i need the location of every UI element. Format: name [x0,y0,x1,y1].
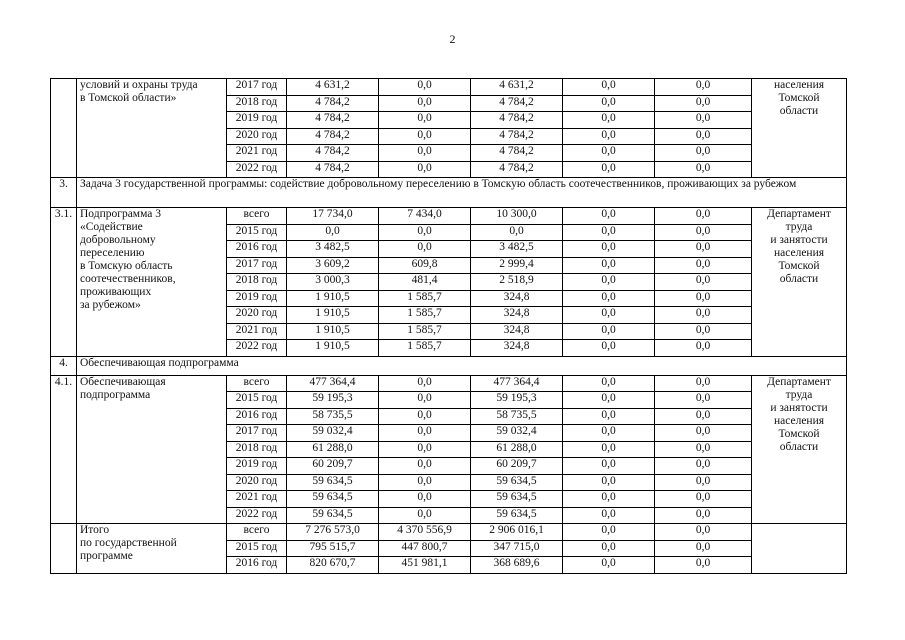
table-row [51,524,847,541]
local-value: 0,0 [563,112,655,129]
federal-value: 0,0 [379,128,471,145]
federal-value: 0,0 [379,392,471,409]
local-value: 0,0 [563,307,655,324]
federal-value: 0,0 [379,79,471,96]
row-number: 4. [51,356,77,375]
period-cell: 2017 год [227,257,287,274]
regional-value: 59 032,4 [471,425,563,442]
regional-value: 61 288,0 [471,441,563,458]
period-cell: 2021 год [227,323,287,340]
program-name [77,524,227,574]
responsible-department-line: области [779,440,819,453]
program-name-line: условий и охраны труда [80,79,198,91]
responsible-department-line: Томской [778,260,820,272]
program-name-line: Обеспечивающая [80,375,166,388]
period-cell: 2019 год [227,290,287,307]
responsible-department-line: Томской [778,92,820,104]
program-name-line: программе [80,550,133,562]
period-cell: 2020 год [227,128,287,145]
period-cell: 2018 год [227,95,287,112]
row-number [51,79,77,178]
total-value: 0,0 [287,224,379,241]
period-cell: 2020 год [227,307,287,324]
task-row [51,178,847,208]
responsible-department [752,524,847,574]
responsible-department-line: Департамент [767,375,831,388]
program-name-line: переселению [80,247,145,259]
other-value: 0,0 [655,224,752,241]
row-number: 3.1. [51,208,77,357]
total-value: 4 784,2 [287,95,379,112]
period-cell: 2015 год [227,392,287,409]
program-name-line: по государственной [80,537,177,549]
regional-value: 10 300,0 [471,208,563,225]
other-value: 0,0 [655,257,752,274]
other-value: 0,0 [655,79,752,96]
federal-value: 0,0 [379,241,471,258]
period-cell: 2015 год [227,540,287,557]
period-cell: всего [227,208,287,225]
responsible-department-line: населения [773,79,825,91]
total-value: 4 784,2 [287,161,379,178]
local-value: 0,0 [563,458,655,475]
other-value: 0,0 [655,145,752,162]
task-row-text: Задача 3 государственной программы: содействие добровольному переселению в Томскую область соотечественников, проживающих за рубежом [77,178,847,208]
program-name-line: соотечественников, [80,273,176,285]
total-value: 3 000,3 [287,274,379,291]
federal-value: 0,0 [379,95,471,112]
program-name-line: за рубежом» [80,299,141,311]
other-value: 0,0 [655,208,752,225]
other-value: 0,0 [655,161,752,178]
period-cell: 2015 год [227,224,287,241]
row-number: 4.1. [51,375,77,524]
regional-value: 59 634,5 [471,474,563,491]
regional-value: 2 518,9 [471,274,563,291]
total-value: 17 734,0 [287,208,379,225]
regional-value: 2 906 016,1 [471,524,563,541]
local-value: 0,0 [563,128,655,145]
other-value: 0,0 [655,524,752,541]
other-value: 0,0 [655,95,752,112]
period-cell: 2018 год [227,274,287,291]
federal-value: 7 434,0 [379,208,471,225]
total-value: 1 910,5 [287,290,379,307]
federal-value: 0,0 [379,408,471,425]
federal-value: 0,0 [379,474,471,491]
program-name-line: добровольному [80,234,156,246]
responsible-department-line: области [779,105,819,117]
responsible-department-line: Департамент [767,208,831,220]
program-name-line: подпрограмма [80,388,151,401]
total-value: 1 910,5 [287,323,379,340]
local-value: 0,0 [563,524,655,541]
regional-value: 4 784,2 [471,112,563,129]
other-value: 0,0 [655,307,752,324]
other-value: 0,0 [655,474,752,491]
federal-value: 447 800,7 [379,540,471,557]
period-cell: всего [227,375,287,392]
federal-value: 609,8 [379,257,471,274]
federal-value: 1 585,7 [379,290,471,307]
total-value: 1 910,5 [287,340,379,357]
regional-value: 60 209,7 [471,458,563,475]
local-value: 0,0 [563,323,655,340]
program-name-line: «Содействие [80,221,143,233]
federal-value: 1 585,7 [379,307,471,324]
other-value: 0,0 [655,340,752,357]
responsible-department-line: и занятости [770,401,828,414]
period-cell: 2016 год [227,557,287,574]
other-value: 0,0 [655,540,752,557]
local-value: 0,0 [563,375,655,392]
other-value: 0,0 [655,507,752,524]
period-cell: 2022 год [227,161,287,178]
other-value: 0,0 [655,241,752,258]
period-cell: 2022 год [227,340,287,357]
program-name [77,375,227,524]
federal-value: 0,0 [379,425,471,442]
total-value: 795 515,7 [287,540,379,557]
federal-value: 0,0 [379,441,471,458]
federal-value: 451 981,1 [379,557,471,574]
federal-value: 0,0 [379,224,471,241]
other-value: 0,0 [655,491,752,508]
period-cell: 2020 год [227,474,287,491]
local-value: 0,0 [563,557,655,574]
local-value: 0,0 [563,208,655,225]
other-value: 0,0 [655,392,752,409]
local-value: 0,0 [563,290,655,307]
total-value: 3 482,5 [287,241,379,258]
regional-value: 347 715,0 [471,540,563,557]
local-value: 0,0 [563,161,655,178]
local-value: 0,0 [563,392,655,409]
regional-value: 59 634,5 [471,507,563,524]
regional-value: 324,8 [471,323,563,340]
local-value: 0,0 [563,540,655,557]
responsible-department-line: и занятости [770,234,828,246]
total-value: 59 634,5 [287,491,379,508]
local-value: 0,0 [563,491,655,508]
responsible-department-line: населения [773,247,825,259]
other-value: 0,0 [655,375,752,392]
period-cell: 2019 год [227,458,287,475]
period-cell: 2017 год [227,425,287,442]
local-value: 0,0 [563,224,655,241]
other-value: 0,0 [655,425,752,442]
total-value: 7 276 573,0 [287,524,379,541]
other-value: 0,0 [655,323,752,340]
table-row [51,79,847,96]
total-value: 4 784,2 [287,128,379,145]
local-value: 0,0 [563,425,655,442]
section-row-text: Обеспечивающая подпрограмма [77,356,847,375]
program-name-line: Подпрограмма 3 [80,208,162,220]
regional-value: 324,8 [471,290,563,307]
other-value: 0,0 [655,128,752,145]
regional-value: 4 784,2 [471,161,563,178]
other-value: 0,0 [655,290,752,307]
other-value: 0,0 [655,557,752,574]
row-number: 3. [51,178,77,208]
responsible-department-line: труда [785,388,813,401]
regional-value: 324,8 [471,307,563,324]
regional-value: 2 999,4 [471,257,563,274]
federal-value: 1 585,7 [379,323,471,340]
other-value: 0,0 [655,408,752,425]
local-value: 0,0 [563,441,655,458]
local-value: 0,0 [563,408,655,425]
local-value: 0,0 [563,257,655,274]
federal-value: 4 370 556,9 [379,524,471,541]
total-value: 58 735,5 [287,408,379,425]
total-value: 61 288,0 [287,441,379,458]
total-value: 820 670,7 [287,557,379,574]
program-name [77,79,227,178]
total-value: 4 631,2 [287,79,379,96]
period-cell: 2022 год [227,507,287,524]
program-name [77,208,227,357]
regional-value: 3 482,5 [471,241,563,258]
total-value: 4 784,2 [287,145,379,162]
other-value: 0,0 [655,274,752,291]
regional-value: 4 784,2 [471,95,563,112]
table-body [51,79,847,574]
responsible-department-line: труда [785,221,813,233]
program-name-line: в Томскую область [80,260,173,272]
period-cell: 2018 год [227,441,287,458]
program-name-line: Итого [80,524,110,536]
responsible-department-line: области [779,273,819,285]
responsible-department-line: Томской [778,427,820,440]
federal-value: 1 585,7 [379,340,471,357]
federal-value: 0,0 [379,458,471,475]
local-value: 0,0 [563,340,655,357]
other-value: 0,0 [655,112,752,129]
other-value: 0,0 [655,441,752,458]
regional-value: 58 735,5 [471,408,563,425]
period-cell: всего [227,524,287,541]
total-value: 477 364,4 [287,375,379,392]
federal-value: 0,0 [379,112,471,129]
federal-value: 0,0 [379,145,471,162]
other-value: 0,0 [655,458,752,475]
regional-value: 4 784,2 [471,145,563,162]
federal-value: 0,0 [379,161,471,178]
period-cell: 2016 год [227,408,287,425]
total-value: 3 609,2 [287,257,379,274]
federal-value: 481,4 [379,274,471,291]
regional-value: 59 634,5 [471,491,563,508]
program-name-line: проживающих [80,286,152,298]
regional-value: 4 631,2 [471,79,563,96]
program-name-line: в Томской области» [80,92,177,104]
total-value: 59 634,5 [287,507,379,524]
responsible-department [752,208,847,357]
local-value: 0,0 [563,274,655,291]
local-value: 0,0 [563,507,655,524]
regional-value: 59 195,3 [471,392,563,409]
local-value: 0,0 [563,474,655,491]
local-value: 0,0 [563,241,655,258]
responsible-department [752,375,847,524]
total-value: 60 209,7 [287,458,379,475]
period-cell: 2019 год [227,112,287,129]
local-value: 0,0 [563,95,655,112]
responsible-department [752,79,847,178]
table-row [51,375,847,392]
page-number: 2 [449,32,456,46]
period-cell: 2021 год [227,145,287,162]
regional-value: 4 784,2 [471,128,563,145]
section-row [51,356,847,375]
regional-value: 0,0 [471,224,563,241]
period-cell: 2021 год [227,491,287,508]
budget-table [50,78,847,574]
total-value: 59 634,5 [287,474,379,491]
period-cell: 2016 год [227,241,287,258]
total-value: 59 032,4 [287,425,379,442]
row-number [51,524,77,574]
responsible-department-line: населения [773,414,825,427]
total-value: 59 195,3 [287,392,379,409]
regional-value: 477 364,4 [471,375,563,392]
local-value: 0,0 [563,145,655,162]
federal-value: 0,0 [379,375,471,392]
federal-value: 0,0 [379,507,471,524]
regional-value: 368 689,6 [471,557,563,574]
period-cell: 2017 год [227,79,287,96]
total-value: 1 910,5 [287,307,379,324]
table-row [51,208,847,225]
total-value: 4 784,2 [287,112,379,129]
regional-value: 324,8 [471,340,563,357]
local-value: 0,0 [563,79,655,96]
federal-value: 0,0 [379,491,471,508]
